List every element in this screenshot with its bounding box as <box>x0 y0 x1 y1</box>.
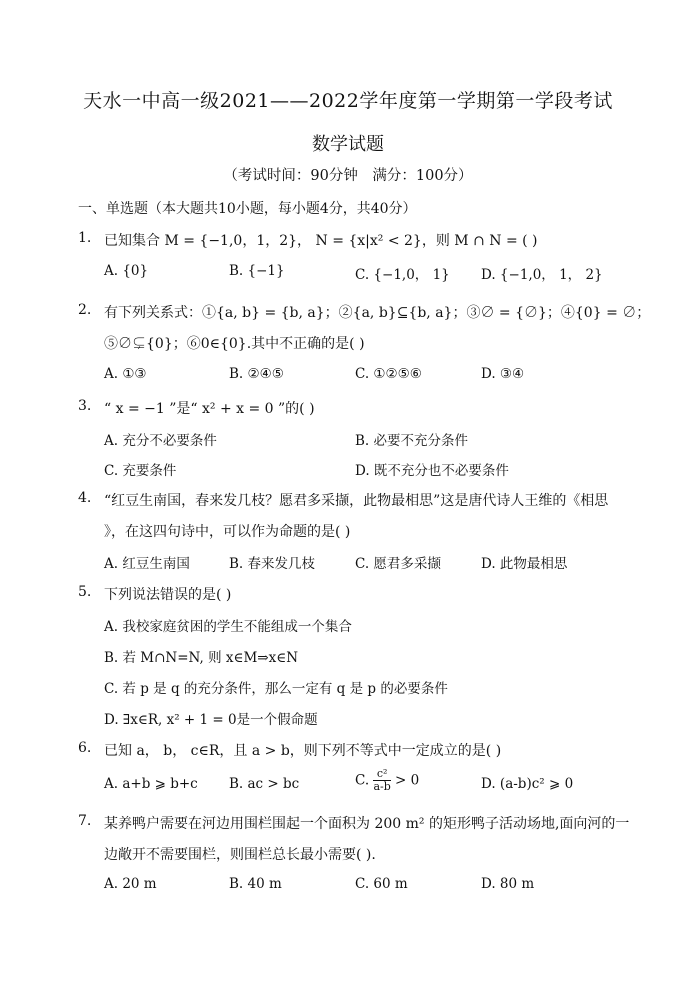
question-5-number: 5. <box>78 584 92 600</box>
exam-note: （考试时间：90分钟 满分：100分） <box>223 168 473 184</box>
question-5-option-d: D. ∃x∈R, x² + 1 = 0是一个假命题 <box>104 712 318 728</box>
question-4-stem-line2: 》，在这四句诗中，可以作为命题的是( ) <box>104 524 351 540</box>
question-7-option-d: D. 80 m <box>481 876 535 892</box>
question-1-option-c: C. {−1,0， 1} <box>355 267 450 283</box>
question-2-option-b: B. ②④⑤ <box>229 366 284 382</box>
question-2-stem-line2: ⑤∅⊊{0}；⑥0∈{0}.其中不正确的是( ) <box>104 336 365 352</box>
question-2-number: 2. <box>78 302 92 318</box>
question-4-option-d: D. 此物最相思 <box>481 556 568 572</box>
question-3-option-a: A. 充分不必要条件 <box>104 433 217 449</box>
question-6-option-c-label: C. <box>355 772 370 789</box>
question-5-option-c: C. 若 p 是 q 的充分条件，那么一定有 q 是 p 的必要条件 <box>104 681 448 697</box>
question-7-stem-line2: 边敞开不需要围栏，则围栏总长最小需要( ). <box>104 847 376 863</box>
question-3-number: 3. <box>78 398 92 414</box>
question-1-stem: 已知集合 M = {−1,0，1，2}， N = {x|x² < 2}，则 M ∩ N = ( ) <box>104 233 538 249</box>
question-6-option-a: A. a+b ⩾ b+c <box>104 776 198 792</box>
question-6-number: 6. <box>78 740 92 756</box>
question-1-option-a: A. {0} <box>104 263 149 279</box>
question-4-option-b: B. 春来发几枝 <box>229 556 316 572</box>
question-6-option-b: B. ac > bc <box>229 776 300 792</box>
fraction-numerator: c² <box>373 768 390 781</box>
question-2-option-c: C. ①②⑤⑥ <box>355 366 422 382</box>
section-heading: 一、单选题（本大题共10小题，每小题4分，共40分） <box>78 201 417 217</box>
question-6-option-c <box>355 768 419 793</box>
question-1-number: 1. <box>78 230 92 246</box>
fraction-denominator: a-b <box>373 780 391 793</box>
question-5-option-b: B. 若 M∩N=N, 则 x∈M⇒x∈N <box>104 650 299 666</box>
question-7-stem: 某养鸭户需要在河边用围栏围起一个面积为 200 m² 的矩形鸭子活动场地,面向河的一 <box>104 816 630 832</box>
question-2-stem: 有下列关系式：①{a, b} = {b, a}；②{a, b}⊆{b, a}；③∅ = {∅}；④{0} = ∅； <box>104 305 651 321</box>
fraction-inequality: > 0 <box>390 772 420 789</box>
question-3-option-c: C. 充要条件 <box>104 463 177 479</box>
question-4-number: 4. <box>78 490 92 506</box>
question-7-option-c: C. 60 m <box>355 876 408 892</box>
exam-title: 天水一中高一级2021——2022学年度第一学期第一学段考试 <box>83 90 613 112</box>
question-2-option-a: A. ①③ <box>104 366 147 382</box>
question-7-number: 7. <box>78 813 92 829</box>
question-5-stem: 下列说法错误的是( ) <box>104 587 232 603</box>
question-3-option-d: D. 既不充分也不必要条件 <box>355 463 509 479</box>
question-6-option-d: D. (a-b)c² ⩾ 0 <box>481 776 574 792</box>
question-7-option-b: B. 40 m <box>229 876 282 892</box>
question-4-stem: “红豆生南国，春来发几枝？愿君多采撷，此物最相思”这是唐代诗人王维的《相思 <box>104 493 609 509</box>
question-4-option-c: C. 愿君多采撷 <box>355 556 441 572</box>
question-5-option-a: A. 我校家庭贫困的学生不能组成一个集合 <box>104 619 352 635</box>
question-4-option-a: A. 红豆生南国 <box>104 556 190 572</box>
question-2-option-d: D. ③④ <box>481 366 525 382</box>
exam-subtitle: 数学试题 <box>312 134 384 155</box>
question-6-stem: 已知 a， b， c∈R，且 a > b，则下列不等式中一定成立的是( ) <box>104 743 502 759</box>
question-6-option-c-fraction <box>373 768 390 793</box>
question-3-option-b: B. 必要不充分条件 <box>355 433 469 449</box>
question-3-stem: “ x = −1 ”是“ x² + x = 0 ”的( ) <box>104 401 315 417</box>
question-1-option-b: B. {−1} <box>229 263 285 279</box>
question-1-option-d: D. {−1,0， 1， 2} <box>481 267 603 283</box>
question-7-option-a: A. 20 m <box>104 876 157 892</box>
